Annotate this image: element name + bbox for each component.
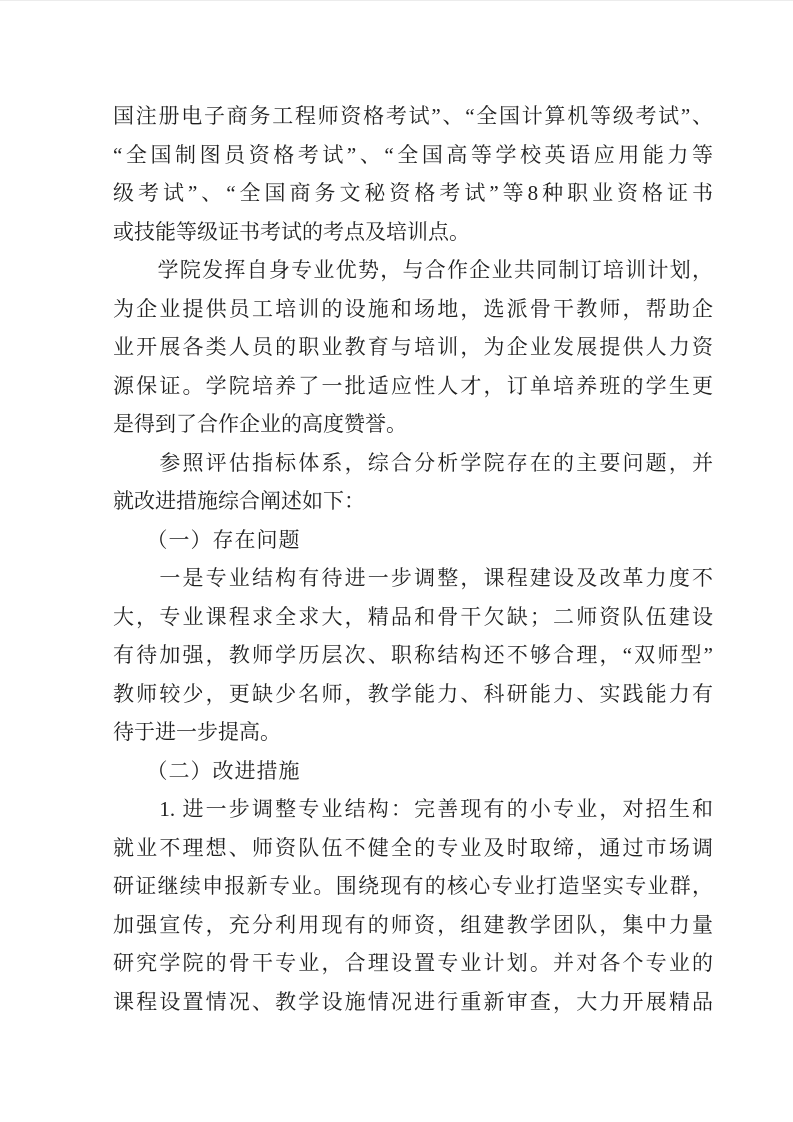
text-line: 级考试”、“全国商务文秘资格考试”等8种职业资格证书: [113, 181, 713, 205]
text-line: 源保证。学院培养了一批适应性人才，订单培养班的学生更: [113, 373, 713, 398]
text-line: 研究学院的骨干专业，合理设置专业计划。并对各个专业的: [113, 951, 713, 975]
text-line: “全国制图员资格考试”、“全国高等学校英语应用能力等: [113, 142, 713, 167]
section-heading-line: （二）改进措施: [113, 758, 301, 783]
text-line: 国注册电子商务工程师资格考试”、“全国计算机等级考试”、: [113, 104, 713, 128]
text-line: 大，专业课程求全求大，精品和骨干欠缺；二师资队伍建设: [113, 604, 713, 629]
text-line: 研证继续申报新专业。围绕现有的核心专业打造坚实专业群，: [113, 874, 713, 898]
text-line: 待于进一步提高。: [113, 720, 281, 744]
text-line: 学院发挥自身专业优势，与合作企业共同制订培训计划，: [113, 258, 713, 282]
section-heading-line: （一）存在问题: [113, 527, 301, 552]
text-line: 加强宣传，充分利用现有的师资，组建教学团队，集中力量: [113, 912, 713, 937]
document-text-block: [113, 97, 713, 1021]
text-line: 为企业提供员工培训的设施和场地，选派骨干教师，帮助企: [113, 296, 713, 321]
text-line: 有待加强，教师学历层次、职称结构还不够合理，“双师型”: [113, 643, 713, 667]
text-line: 教师较少，更缺少名师，教学能力、科研能力、实践能力有: [113, 681, 713, 706]
text-line: 是得到了合作企业的高度赞誉。: [113, 412, 407, 436]
text-line: 课程设置情况、教学设施情况进行重新审查，大力开展精品: [113, 989, 713, 1014]
text-line: 或技能等级证书考试的考点及培训点。: [113, 219, 470, 244]
text-line: 就改进措施综合阐述如下：: [113, 489, 365, 513]
text-line: 一是专业结构有待进一步调整，课程建设及改革力度不: [113, 566, 713, 590]
text-line: 就业不理想、师资队伍不健全的专业及时取缔，通过市场调: [113, 835, 713, 860]
text-line: 业开展各类人员的职业教育与培训，为企业发展提供人力资: [113, 335, 713, 359]
text-line: 参照评估指标体系，综合分析学院存在的主要问题，并: [113, 450, 713, 475]
text-line: 1. 进一步调整专业结构：完善现有的小专业，对招生和: [113, 797, 713, 821]
